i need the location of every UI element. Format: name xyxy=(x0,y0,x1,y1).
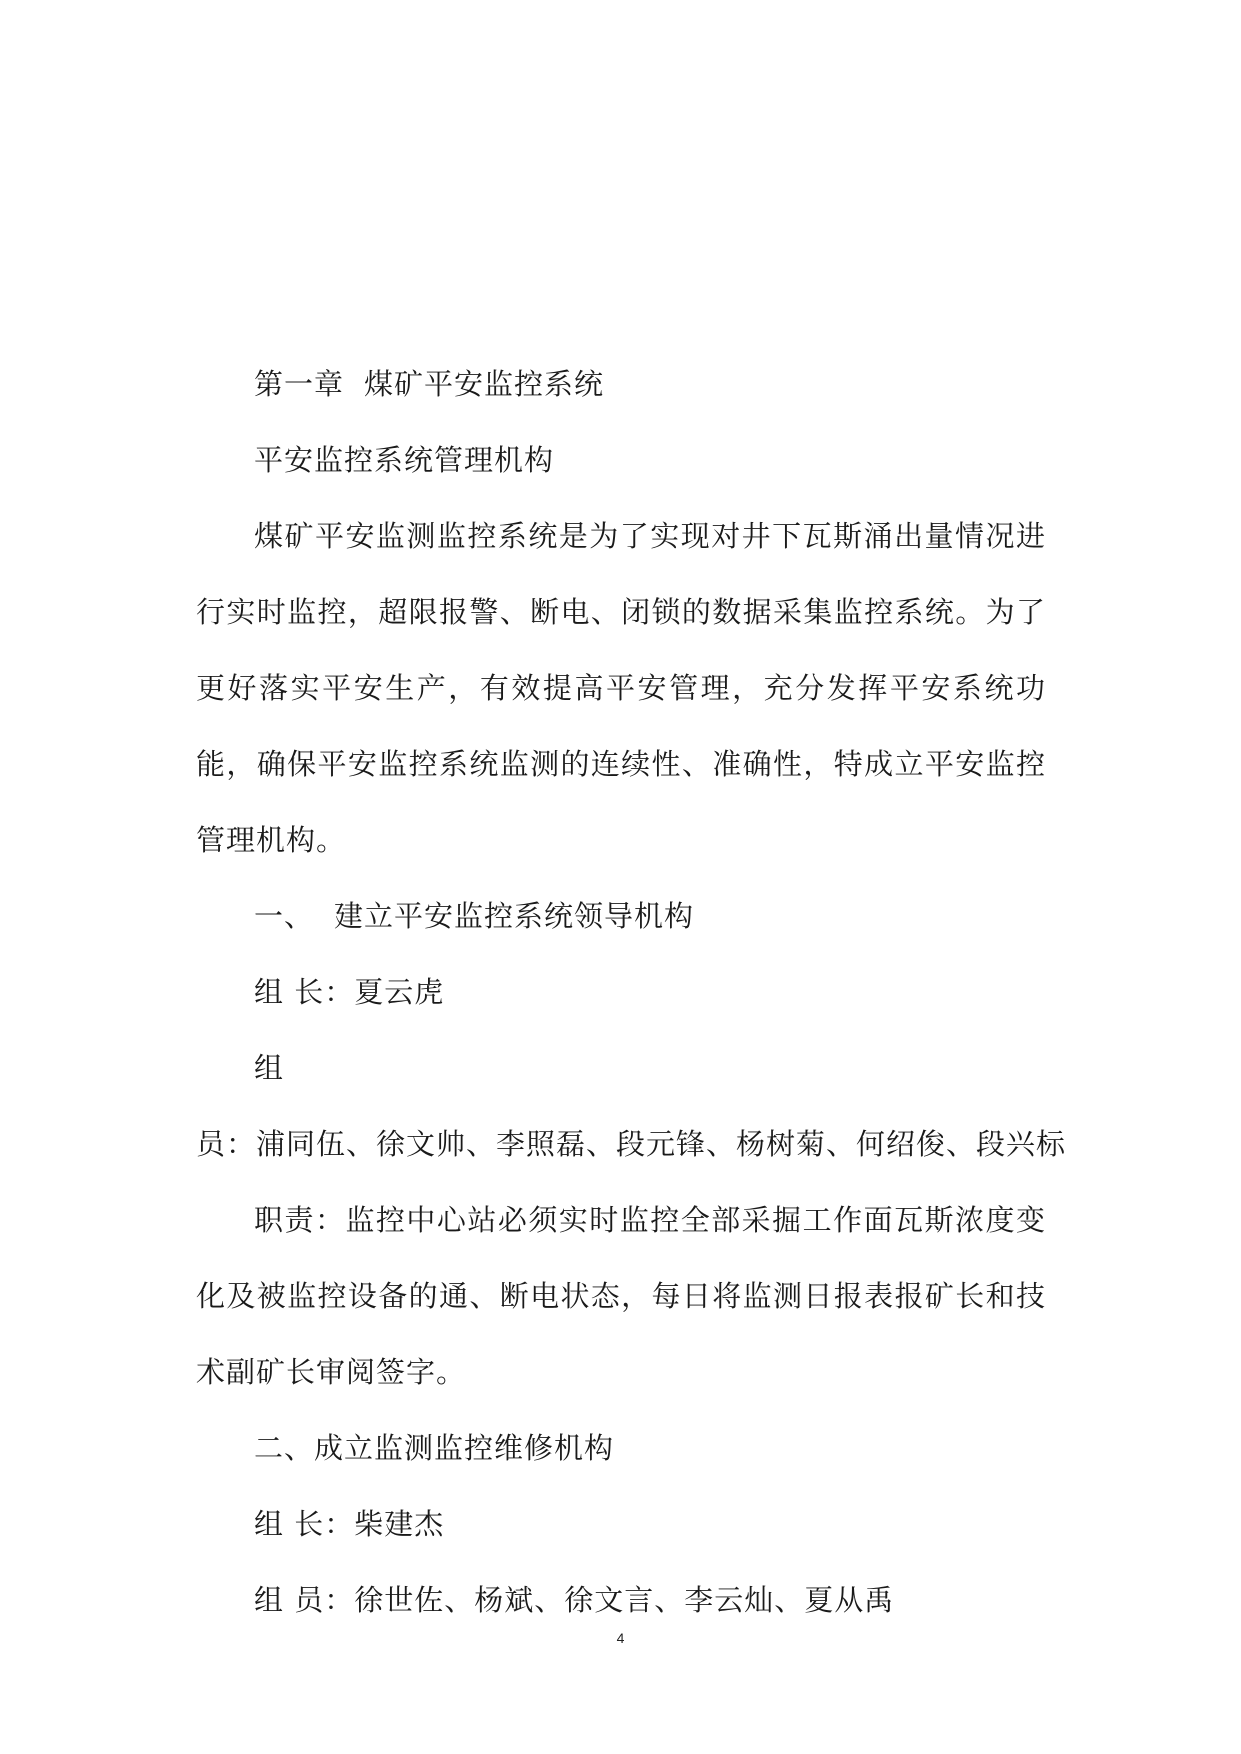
part2-heading: 二、成立监测监控维修机构 xyxy=(254,1431,615,1465)
part1-members-label: 组 xyxy=(254,1051,285,1085)
intro-paragraph: 煤矿平安监测监控系统是为了实现对井下瓦斯涌出量情况进行实时监控，超限报警、断电、闭锁的数据采集监控系统。为了更好落实平安生产，有效提高平安管理，充分发挥平安系统功能，确保平安监控系统监测的连续性、准确性，特成立平安监控管理机构。 xyxy=(196,519,1046,857)
part1-duties: 职责：监控中心站必须实时监控全部采掘工作面瓦斯浓度变化及被监控设备的通、断电状态，每日将监测日报表报矿长和技术副矿长审阅签字。 xyxy=(196,1203,1046,1389)
part2-leader: 组 长：柴建杰 xyxy=(254,1507,445,1541)
section-title: 平安监控系统管理机构 xyxy=(254,443,555,477)
chapter-heading xyxy=(196,346,1046,422)
part1-members: 员：浦同伍、徐文帅、李照磊、段元锋、杨树菊、何绍俊、段兴标 xyxy=(196,1127,1067,1161)
page-number: 4 xyxy=(616,1630,625,1646)
chapter-number: 第一章 xyxy=(254,367,345,401)
part1-heading-text: 建立平安监控系统领导机构 xyxy=(334,899,695,933)
part1-heading xyxy=(196,878,1046,954)
document-body xyxy=(196,346,1067,1638)
part2-members: 组 员：徐世佐、杨斌、徐文言、李云灿、夏从禹 xyxy=(254,1583,895,1617)
part1-leader: 组 长：夏云虎 xyxy=(254,975,445,1009)
part1-number: 一、 xyxy=(254,899,315,933)
chapter-title: 煤矿平安监控系统 xyxy=(364,367,605,401)
